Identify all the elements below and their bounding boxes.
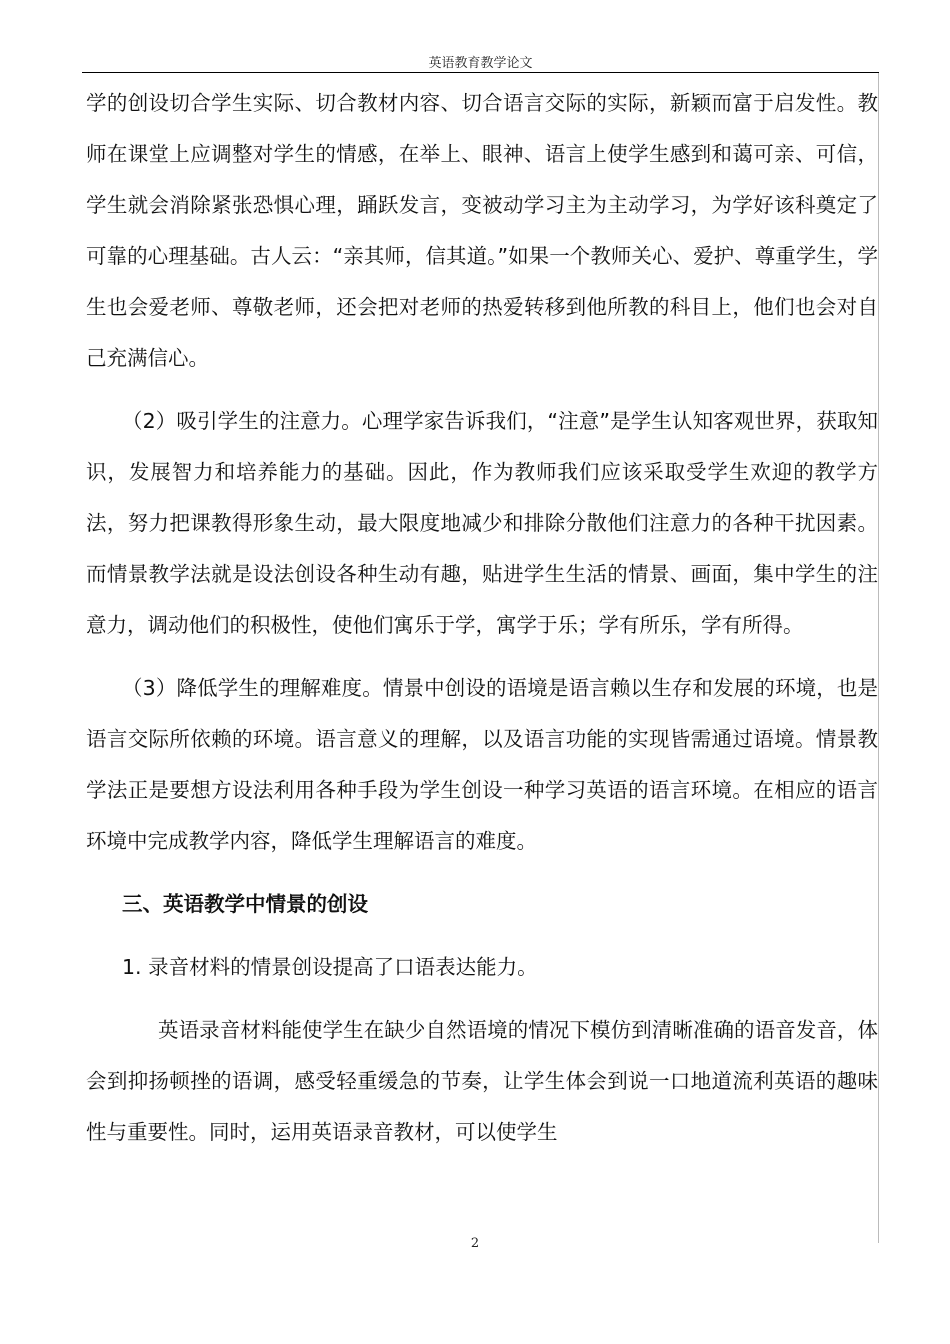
paragraph-gap xyxy=(86,867,878,879)
subsection-heading: 1. 录音材料的情景创设提高了口语表达能力。 xyxy=(122,955,538,979)
paragraph-understanding: （3）降低学生的理解难度。情景中创设的语境是语言赖以生存和发展的环境，也是语言交际所依赖的环境。语言意义的理解，以及语言功能的实现皆需通过语境。情景教学法正是要想方设法利用各种手段为学生创设一种学习英语的语言环境。在相应的语言环境中完成教学内容，降低学生理解语言的难度。 xyxy=(86,676,878,853)
paragraph-attention: （2）吸引学生的注意力。心理学家告诉我们，“注意”是学生认知客观世界，获取知识，发展智力和培养能力的基础。因此，作为教师我们应该采取受学生欢迎的教学方法，努力把课教得形象生动，最大限度地减少和排除分散他们注意力的各种干扰因素。而情景教学法就是设法创设各种生动有趣，贴进学生生活的情景、画面，集中学生的注意力，调动他们的积极性，使他们寓乐于学，寓学于乐；学有所乐，学有所得。 xyxy=(86,409,878,637)
paragraph-gap xyxy=(86,651,878,663)
paragraph-gap xyxy=(86,384,878,396)
page-number: 2 xyxy=(470,1236,480,1251)
right-margin-rule xyxy=(878,73,879,1243)
paragraph-gap xyxy=(86,930,878,942)
paragraph-gap xyxy=(86,993,878,1005)
header-rule xyxy=(82,72,879,73)
paragraph-audio-materials: 英语录音材料能使学生在缺少自然语境的情况下模仿到清晰准确的语音发音，体会到抑扬顿挫的语调，感受轻重缓急的节奏，让学生体会到说一口地道流利英语的趣味性与重要性。同时，运用英语录音教材，可以使学生 xyxy=(86,1018,878,1144)
page-header: 英语教育教学论文 xyxy=(428,56,533,71)
document-body xyxy=(86,78,878,1158)
section-heading: 三、英语教学中情景的创设 xyxy=(122,892,368,916)
paragraph-continuation: 学的创设切合学生实际、切合教材内容、切合语言交际的实际，新颖而富于启发性。教师在课堂上应调整对学生的情感，在举上、眼神、语言上使学生感到和蔼可亲、可信，学生就会消除紧张恐惧心理，踊跃发言，变被动学习主为主动学习，为学好该科奠定了可靠的心理基础。古人云：“亲其师，信其道。”如果一个教师关心、爱护、尊重学生，学生也会爱老师、尊敬老师，还会把对老师的热爱转移到他所教的科目上，他们也会对自己充满信心。 xyxy=(86,91,878,370)
